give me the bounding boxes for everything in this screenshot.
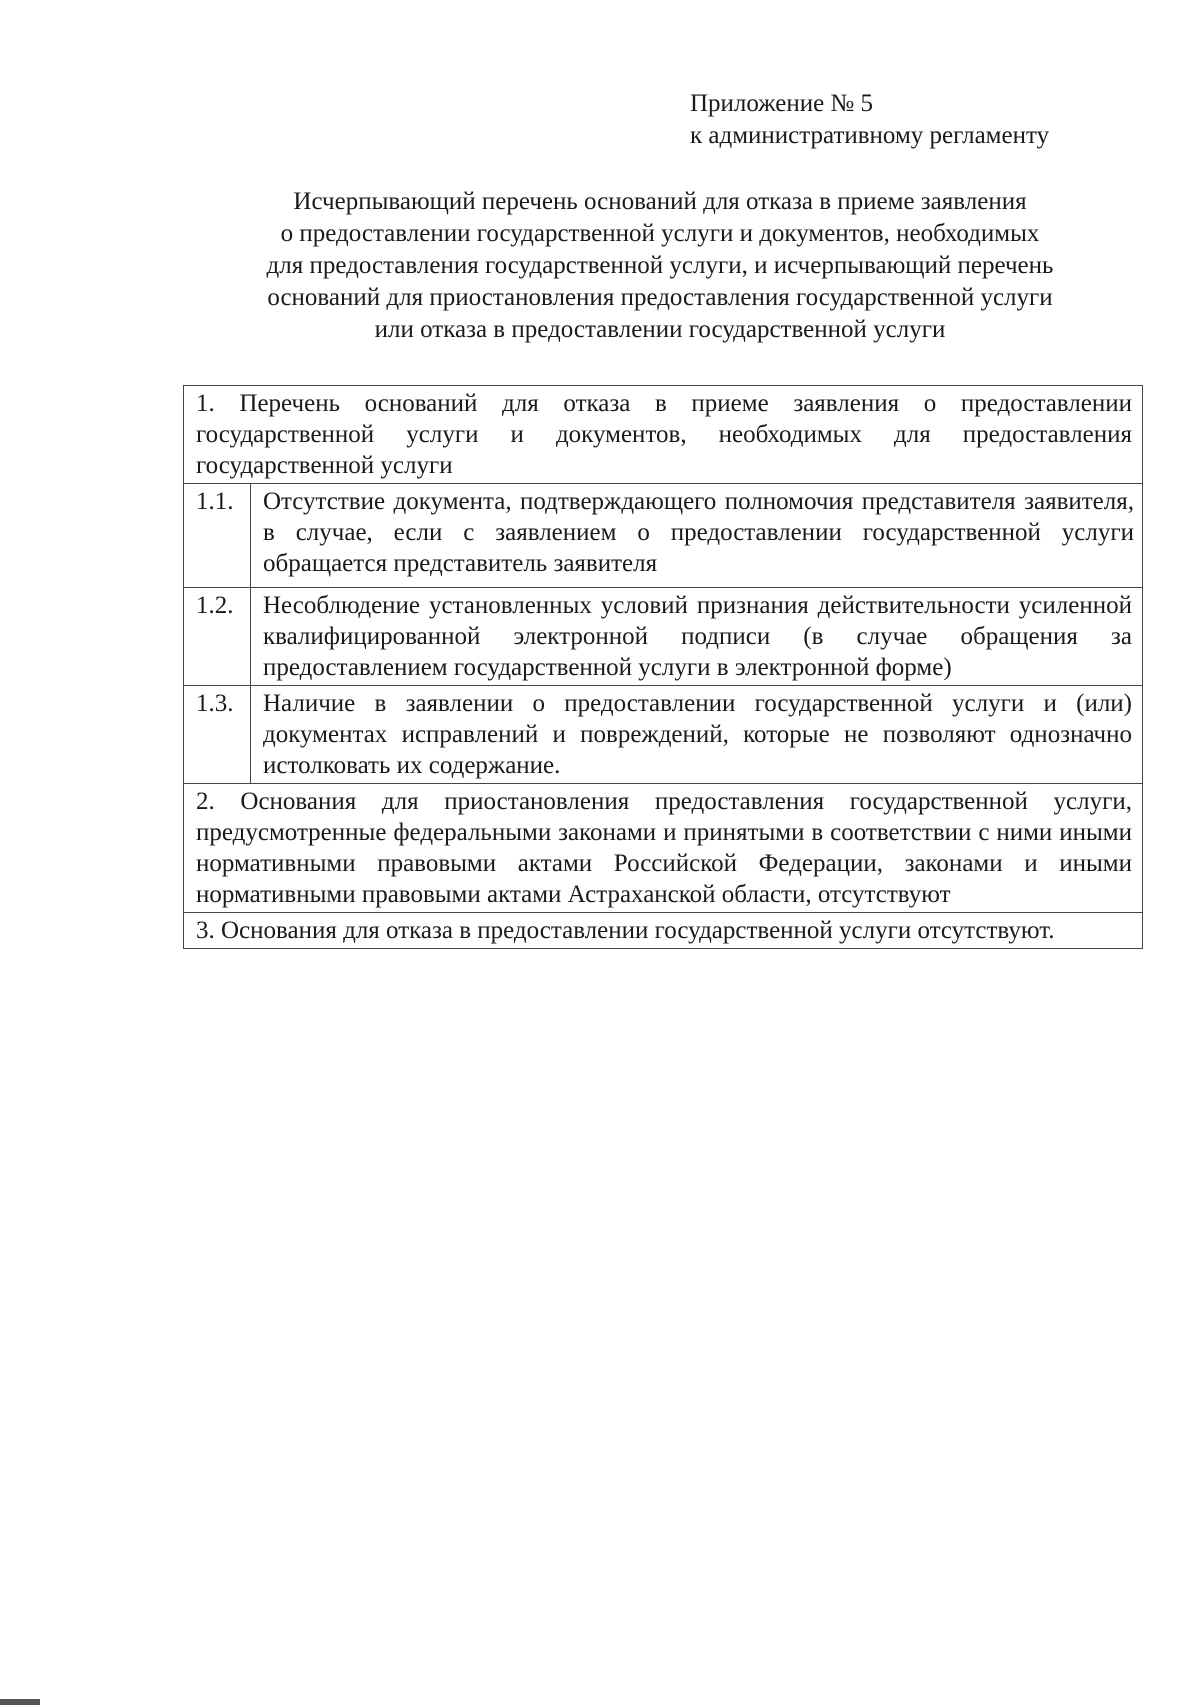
annex-number: Приложение № 5: [690, 90, 874, 117]
annex-heading: [690, 88, 1160, 152]
item-number: 1.1.: [184, 484, 251, 588]
title-line: оснований для приостановления предоставления государственной услуги: [267, 284, 1053, 311]
title-line: Исчерпывающий перечень оснований для отказа в приеме заявления: [293, 188, 1027, 215]
title-line: для предоставления государственной услуги, и исчерпывающий перечень: [266, 252, 1054, 279]
section-1-heading: 1. Перечень оснований для отказа в приеме заявления о предоставлении государственной услуги и документов, необходимых для предоставления государственной услуги: [184, 386, 1143, 484]
section-3-text: 3. Основания для отказа в предоставлении государственной услуги отсутствуют.: [184, 913, 1143, 949]
item-number: 1.2.: [184, 588, 251, 686]
table-row-item-1-1: [184, 484, 1143, 588]
item-number: 1.3.: [184, 686, 251, 784]
section-2-text: 2. Основания для приостановления предоставления государственной услуги, предусмотренные федеральными законами и принятыми в соответствии с ними иными нормативными правовыми актами Российской Федерации, законами и иными нормативными правовыми актами Астраханской области, отсутствуют: [184, 784, 1143, 913]
item-text: Отсутствие документа, подтверждающего полномочия представителя заявителя, в случае, если с заявлением о предоставлении государственной услуги обращается представитель заявителя: [251, 484, 1143, 588]
title-line: или отказа в предоставлении государственной услуги: [374, 316, 946, 343]
document-title: [180, 186, 1140, 346]
table-row-item-1-3: [184, 686, 1143, 784]
item-text: Наличие в заявлении о предоставлении государственной услуги и (или) документах исправлений и повреждений, которые не позволяют однозначно истолковать их содержание.: [251, 686, 1143, 784]
scan-edge-mark: [0, 1699, 40, 1705]
table-row-item-1-2: [184, 588, 1143, 686]
table-row-section-2: [184, 784, 1143, 913]
grounds-table: [183, 385, 1143, 949]
table-row-section-3: [184, 913, 1143, 949]
annex-reference: к административному регламенту: [690, 122, 1050, 149]
item-text: Несоблюдение установленных условий признания действительности усиленной квалифицированной электронной подписи (в случае обращения за предоставлением государственной услуги в электронной форме): [251, 588, 1143, 686]
title-line: о предоставлении государственной услуги и документов, необходимых: [280, 220, 1040, 247]
table-row-section-1: [184, 386, 1143, 484]
